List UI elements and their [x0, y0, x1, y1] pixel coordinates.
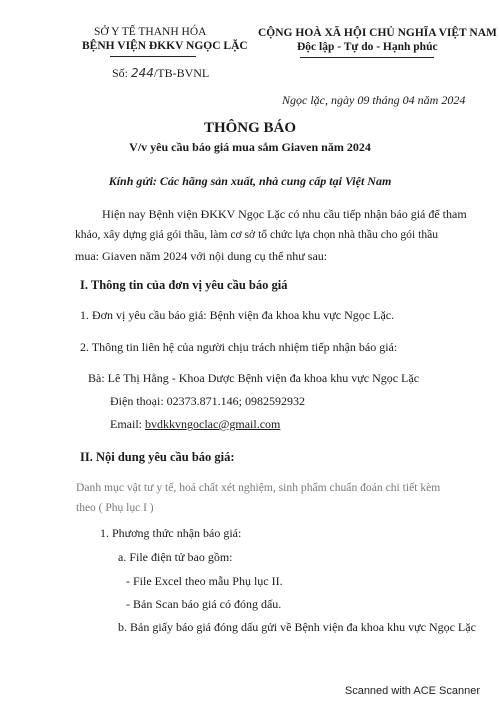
section-2-line-2: theo ( Phụ lục I ) — [76, 502, 154, 514]
motto: Độc lập - Tự do - Hạnh phúc — [297, 41, 438, 53]
motto-underline — [300, 57, 434, 58]
email-link[interactable]: bvdkkvngoclac@gmail.com — [145, 417, 281, 431]
contact-email — [110, 417, 280, 432]
document-title: THÔNG BÁO — [203, 120, 297, 136]
scanner-watermark: Scanned with ACE Scanner — [0, 676, 500, 706]
section-1-item-2: 2. Thông tin liên hệ của người chịu trách nhiệm tiếp nhận báo giá: — [80, 340, 398, 354]
section-2-sub-1: 1. Phương thức nhận báo giá: — [100, 526, 242, 540]
section-1-heading: I. Thông tin của đơn vị yêu cầu báo giá — [80, 278, 288, 292]
number-value: 244 — [131, 66, 154, 80]
agency-name: SỞ Y TẾ THANH HÓA — [94, 26, 207, 38]
recipient-line: Kính gửi: Các hãng sản xuất, nhà cung cấp tại Việt Nam — [108, 174, 392, 188]
section-2-dash-1: - File Excel theo mẫu Phụ lục II. — [126, 574, 283, 588]
section-1-item-1: 1. Đơn vị yêu cầu báo giá: Bệnh viện đa khoa khu vực Ngọc Lặc. — [80, 308, 395, 322]
email-label: Email: — [110, 417, 142, 431]
contact-name: Bà: Lê Thị Hằng - Khoa Dược Bệnh viện đa khoa khu vực Ngọc Lặc — [88, 371, 420, 385]
hospital-underline — [110, 56, 196, 57]
section-2-heading: II. Nội dung yêu cầu báo giá: — [80, 450, 235, 464]
hospital-name: BỆNH VIỆN ĐKKV NGỌC LẶC — [82, 40, 248, 52]
intro-line-2: khảo, xây dựng giá gói thầu, làm cơ sở tổ chức lựa chọn nhà thầu cho gói thầu — [75, 228, 439, 241]
section-2-sub-a: a. File điện tử bao gồm: — [118, 550, 233, 564]
section-2-sub-b: b. Bản giấy báo giá đóng dấu gửi về Bệnh viện đa khoa khu vực Ngọc Lặc — [118, 620, 476, 634]
number-prefix: Số: — [112, 66, 129, 80]
intro-line-1: Hiện nay Bệnh viện ĐKKV Ngọc Lặc có nhu cầu tiếp nhận báo giá để tham — [102, 207, 467, 221]
country-name: CỘNG HOÀ XÃ HỘI CHỦ NGHĨA VIỆT NAM — [258, 27, 497, 39]
document-subject: V/v yêu cầu báo giá mua sắm Giaven năm 2024 — [129, 140, 371, 154]
section-2-line-1: Danh mục vật tư y tế, hoá chất xét nghiệm, sinh phẩm chuẩn đoán chi tiết kèm — [76, 481, 441, 494]
section-2-dash-2: - Bản Scan báo giá có đóng dấu. — [126, 597, 282, 611]
date-line: Ngọc lặc, ngày 09 tháng 04 năm 2024 — [282, 93, 466, 107]
intro-line-3: mua: Giaven năm 2024 với nội dung cụ thể như sau: — [75, 249, 328, 263]
document-number — [112, 66, 209, 81]
number-suffix: /TB-BVNL — [153, 66, 210, 80]
contact-phone: Điện thoại: 02373.871.146; 0982592932 — [110, 394, 305, 408]
